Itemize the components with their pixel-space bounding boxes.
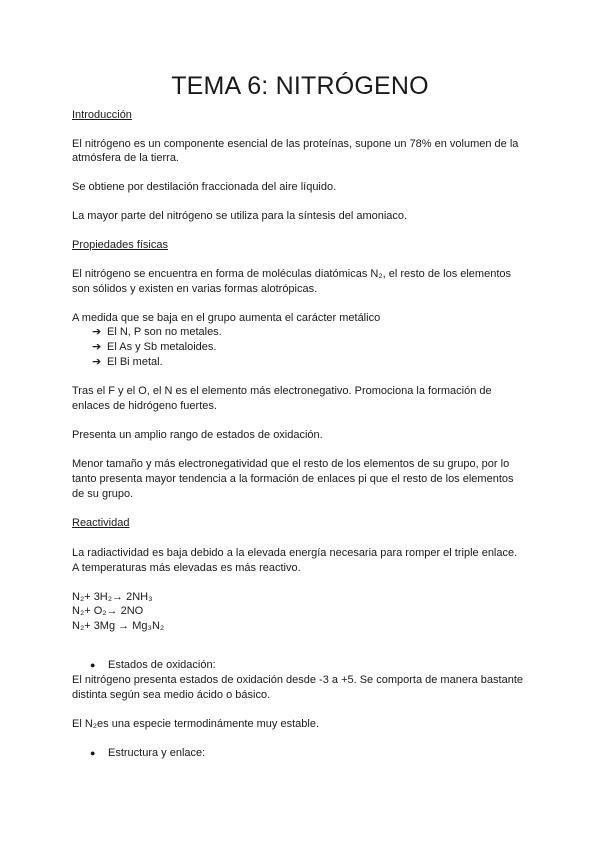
intro-paragraph-3: La mayor parte del nitrógeno se utiliza para la síntesis del amoniaco. — [72, 210, 408, 222]
prop-paragraph-3-line-1: Tras el F y el O, el N es el elemento más electronegativo. Promociona la formación de — [72, 385, 492, 397]
bullet-item-estados — [90, 658, 216, 673]
list-item-text: El As y Sb metaloides. — [107, 341, 217, 353]
arrow-icon: ➔ — [92, 356, 102, 368]
prop-paragraph-4: Presenta un amplio rango de estados de oxidación. — [72, 429, 323, 441]
reaction-equation-1: N₂+ 3H₂→ 2NH₃ — [72, 591, 153, 603]
list-item — [92, 355, 163, 370]
react-paragraph-1-line-2: A temperaturas más elevadas es más reactivo. — [72, 562, 301, 574]
prop-paragraph-5-line-3: de su grupo. — [72, 488, 134, 500]
react-paragraph-2-line-2: distinta según sea medio ácido o básico. — [72, 689, 271, 701]
section-heading-reactividad: Reactividad — [72, 517, 130, 529]
prop-paragraph-2: A medida que se baja en el grupo aumenta el carácter metálico — [72, 312, 381, 324]
react-paragraph-1-line-1: La radiactividad es baja debido a la elevada energía necesaria para romper el triple enlace. — [72, 547, 518, 559]
bullet-item-estructura — [90, 746, 205, 761]
section-heading-introduccion: Introducción — [72, 109, 132, 121]
intro-paragraph-1-line-1: El nitrógeno es un componente esencial de las proteínas, supone un 78% en volumen de la — [72, 138, 519, 150]
prop-paragraph-3-line-2: enlaces de hidrógeno fuertes. — [72, 400, 217, 412]
intro-paragraph-1-line-2: atmósfera de la tierra. — [72, 152, 179, 164]
intro-paragraph-2: Se obtiene por destilación fraccionada del aire líquido. — [72, 181, 337, 193]
reaction-equation-3: N₂+ 3Mg → Mg₃N₂ — [72, 620, 165, 632]
prop-paragraph-1-line-2: son sólidos y existen en varias formas alotrópicas. — [72, 283, 318, 295]
list-item-text: El Bi metal. — [107, 356, 163, 368]
bullet-icon: ● — [90, 748, 96, 758]
page-title: TEMA 6: NITRÓGENO — [171, 72, 429, 100]
react-paragraph-2-line-1: El nitrógeno presenta estados de oxidación desde -3 a +5. Se comporta de manera bastante — [72, 674, 523, 686]
react-paragraph-3: El N₂es una especie termodinámente muy estable. — [72, 718, 320, 730]
arrow-icon: ➔ — [92, 341, 102, 353]
bullet-text: Estructura y enlace: — [108, 747, 206, 759]
bullet-text: Estados de oxidación: — [108, 659, 216, 671]
list-item — [92, 340, 216, 355]
list-item-text: El N, P son no metales. — [107, 326, 222, 338]
prop-paragraph-5-line-2: tanto presenta mayor tendencia a la formación de enlaces pi que el resto de los elementos — [72, 473, 514, 485]
list-item — [92, 325, 222, 340]
reaction-equation-2: N₂+ O₂→ 2NO — [72, 605, 144, 617]
prop-paragraph-1-line-1: El nitrógeno se encuentra en forma de moléculas diatómicas N₂, el resto de los elementos — [72, 268, 512, 280]
arrow-icon: ➔ — [92, 326, 102, 338]
section-heading-propiedades: Propiedades físicas — [72, 239, 168, 251]
prop-paragraph-5-line-1: Menor tamaño y más electronegatividad que el resto de los elementos de su grupo, por lo — [72, 458, 510, 470]
bullet-icon: ● — [90, 660, 96, 670]
